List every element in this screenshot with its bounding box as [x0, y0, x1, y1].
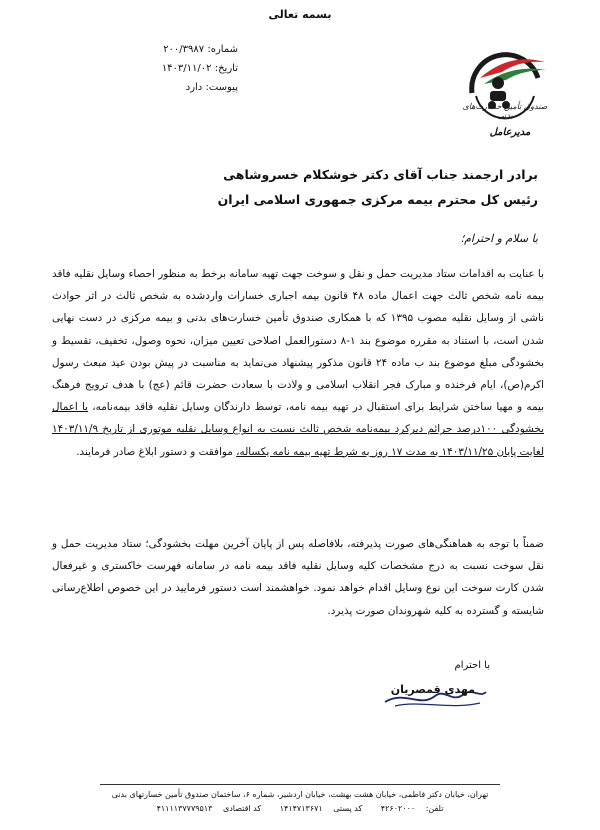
body-paragraph-1: با عنایت به اقدامات ستاد مدیریت حمل و نقل و سوخت جهت تهیه سامانه برخط به منظور احصاء وسایل نقلیه فاقد بیمه نامه شخص ثالث جهت اعمال ماده ۴۸ قانون بیمه اجباری خسارات واردشده به شخص ثالث در اثر حوادث ناشی از وسایل نقلیه مصوب ۱۳۹۵ که با همکاری صندوق تأمین خسارت‌های بدنی و بیمه مرکزی در دست نهایی شدن است، با استناد به مقرره موضوع بند ۱-۸ دستورالعمل اصلاحی تعیین میزان، نحوه وصول، تخفیف، تقسیط و بخشودگی مبلغ موضوع بند ب ماده ۲۴ قانون مذکور پیشنهاد می‌نماید به مناسبت در پیش بودن عید مبعث رسول اکرم(ص)، ایام فرخنده و مبارک فجر انقلاب اسلامی و ولادت با سعادت حضرت قائم (عج) با هدف ترویج فرهنگ بیمه و مهیا ساختن شرایط برای استقبال در تهیه بیمه نامه، توسط دارندگان وسایل نقلیه فاقد بیمه‌نامه، با اعمال بخشودگی ۱۰۰درصد جرائم دیرکرد بیمه‌نامه شخص ثالث نسبت به انواع وسایل نقلیه موتوری از تاریخ ۱۴۰۳/۱۱/۹ لغایت پایان ۱۴۰۳/۱۱/۲۵ به مدت ۱۷ روز به شرط تهیه بیمه نامه یکساله، موافقت و دستور ابلاغ صادر فرمایند. [52, 268, 544, 458]
footer-postal-code: کد پستی ۱۴۱۴۷۱۳۶۷۱ [279, 804, 363, 813]
signer-title: مدیرعامل [489, 127, 531, 138]
footer-address: تهران، خیابان دکتر فاطمی، خیابان هشت بهشت، خیابان اردشیر، شماره ۶، ساختمان صندوق تأمین خسارتهای بدنی [111, 790, 489, 799]
closing-phrase: با احترام [454, 660, 490, 671]
bismillah-heading: بسمه تعالی [268, 8, 332, 21]
underlined-decision: با اعمال بخشودگی ۱۰۰درصد جرائم دیرکرد بیمه‌نامه شخص ثالث نسبت به انواع وسایل نقلیه موتوری از تاریخ ۱۴۰۳/۱۱/۹ لغایت پایان ۱۴۰۳/۱۱/۲۵ به مدت ۱۷ روز به شرط تهیه بیمه نامه یکساله، [52, 401, 544, 458]
letter-date: تاریخ: ۱۴۰۳/۱۱/۰۲ [161, 63, 238, 74]
footer-economic-code: کد اقتصادی ۴۱۱۱۱۳۷۷۷۹۵۱۳ [156, 804, 262, 813]
footer-phone: تلفن: ۴۲۶۰۲۰۰۰ [380, 804, 444, 813]
recipient-block [118, 162, 538, 212]
greeting: با سلام و احترام؛ [460, 232, 538, 245]
footer-contacts [60, 802, 540, 816]
organization-name: صندوق تأمین خسارت‌های بدنی [462, 102, 548, 120]
footer-divider [100, 784, 500, 785]
recipient-name: برادر ارجمند جناب آقای دکتر خوشکلام خسروشاهی [223, 167, 538, 182]
letter-meta [118, 40, 238, 97]
letter-attachment: پیوست: دارد [185, 82, 238, 93]
footer [60, 788, 540, 816]
recipient-position: رئیس کل محترم بیمه مرکزی جمهوری اسلامی ایران [217, 192, 538, 207]
letter-number: شماره: ۲۰۰/۳۹۸۷ [163, 44, 238, 55]
body-paragraph-2: ضمناً با توجه به هماهنگی‌های صورت پذیرفته، بلافاصله پس از پایان آخرین مهلت بخشودگی؛ ستاد مدیریت حمل و نقل سوخت نسبت به درج مشخصات کلیه وسایل نقلیه فاقد بیمه نامه در سامانه فهرست خاکستری و غیرفعال شدن کارت سوخت این نوع وسایل اقدام خواهد نمود. خواهشمند است دستور فرمایید در این خصوص اطلاع‌رسانی شایسته و گسترده به کلیه شهروندان صورت پذیرد. [52, 538, 544, 617]
signature-name: مهدی قمصریان [390, 683, 475, 696]
